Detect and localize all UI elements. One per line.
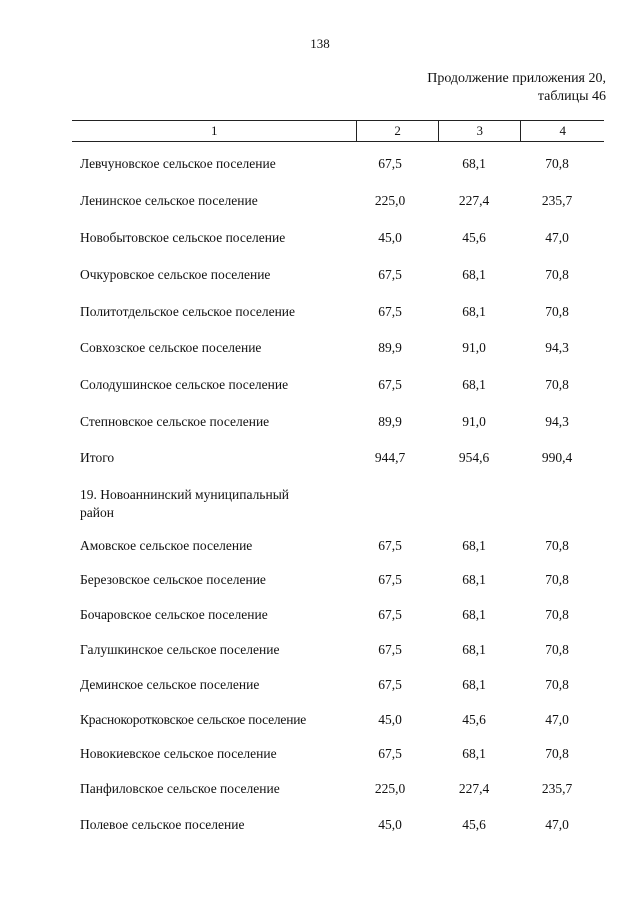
row-value-col4: 94,3 — [545, 340, 569, 355]
header-col-4: 4 — [559, 123, 566, 138]
row-value-col2: 944,7 — [374, 450, 406, 465]
row-value-col3: 68,1 — [462, 377, 486, 392]
row-value-col4: 47,0 — [545, 817, 569, 832]
row-name: Галушкинское сельское поселение — [80, 642, 280, 657]
row-name: Левчуновское сельское поселение — [80, 156, 276, 171]
row-name: Итого — [80, 450, 115, 465]
row-name: Деминское сельское поселение — [80, 677, 260, 692]
row-value-col2: 67,5 — [378, 377, 402, 392]
row-value-col2: 67,5 — [378, 746, 402, 761]
row-value-col3: 227,4 — [458, 781, 490, 796]
row-value-col4: 70,8 — [545, 572, 569, 587]
row-value-col3: 954,6 — [458, 450, 490, 465]
row-value-col3: 227,4 — [458, 193, 490, 208]
row-value-col4: 235,7 — [541, 193, 573, 208]
row-value-col4: 70,8 — [545, 156, 569, 171]
header-col-3: 3 — [439, 121, 522, 141]
row-name: Политотдельское сельское поселение — [80, 304, 296, 319]
row-value-col4: 70,8 — [545, 304, 569, 319]
row-value-col4: 47,0 — [545, 230, 569, 245]
row-value-col2: 67,5 — [378, 607, 402, 622]
row-value-col3: 68,1 — [462, 538, 486, 553]
row-value-col2: 45,0 — [378, 712, 402, 727]
row-name: Совхозское сельское поселение — [80, 340, 262, 355]
row-value-col3: 68,1 — [462, 572, 486, 587]
row-value-col2: 89,9 — [378, 340, 402, 355]
row-name: Новобытовское сельское поселение — [80, 230, 286, 245]
section-heading — [80, 486, 360, 522]
header-col-1: 1 — [72, 121, 357, 141]
row-value-col4: 235,7 — [541, 781, 573, 796]
row-value-col3: 91,0 — [462, 340, 486, 355]
row-value-col2: 67,5 — [378, 572, 402, 587]
row-name: Бочаровское сельское поселение — [80, 607, 268, 622]
row-value-col4: 990,4 — [541, 450, 573, 465]
row-name: Новокиевское сельское поселение — [80, 746, 277, 761]
row-value-col2: 67,5 — [378, 538, 402, 553]
page-number: 138 — [310, 36, 330, 51]
row-value-col3: 68,1 — [462, 156, 486, 171]
caption-line-2: таблицы 46 — [537, 89, 606, 104]
row-value-col2: 45,0 — [378, 230, 402, 245]
row-value-col3: 68,1 — [462, 642, 486, 657]
row-value-col4: 70,8 — [545, 267, 569, 282]
table-caption — [427, 70, 606, 106]
row-value-col2: 67,5 — [378, 642, 402, 657]
row-value-col3: 68,1 — [462, 677, 486, 692]
row-name: Ленинское сельское поселение — [80, 193, 258, 208]
row-value-col2: 225,0 — [374, 193, 406, 208]
row-value-col2: 67,5 — [378, 156, 402, 171]
row-value-col3: 68,1 — [462, 746, 486, 761]
row-value-col3: 91,0 — [462, 414, 486, 429]
section-heading-line-2: район — [80, 505, 114, 520]
row-value-col2: 67,5 — [378, 304, 402, 319]
row-name: Полевое сельское поселение — [80, 817, 245, 832]
row-value-col4: 94,3 — [545, 414, 569, 429]
row-value-col3: 45,6 — [462, 712, 486, 727]
row-name: Степновское сельское поселение — [80, 414, 270, 429]
row-value-col4: 47,0 — [545, 712, 569, 727]
caption-line-1: Продолжение приложения 20, — [427, 71, 606, 86]
row-name: Панфиловское сельское поселение — [80, 781, 280, 796]
section-heading-line-1: 19. Новоаннинский муниципальный — [80, 487, 289, 502]
row-value-col2: 67,5 — [378, 677, 402, 692]
row-value-col4: 70,8 — [545, 746, 569, 761]
row-name: Краснокоротковское сельское поселение — [80, 712, 307, 727]
row-value-col2: 89,9 — [378, 414, 402, 429]
row-value-col2: 225,0 — [374, 781, 406, 796]
row-value-col3: 68,1 — [462, 267, 486, 282]
row-value-col3: 68,1 — [462, 304, 486, 319]
row-name: Очкуровское сельское поселение — [80, 267, 271, 282]
row-value-col3: 45,6 — [462, 230, 486, 245]
row-value-col2: 67,5 — [378, 267, 402, 282]
row-value-col4: 70,8 — [545, 377, 569, 392]
row-value-col3: 45,6 — [462, 817, 486, 832]
header-col-2: 2 — [357, 121, 439, 141]
row-value-col2: 45,0 — [378, 817, 402, 832]
row-name: Солодушинское сельское поселение — [80, 377, 289, 392]
row-value-col4: 70,8 — [545, 642, 569, 657]
row-name: Березовское сельское поселение — [80, 572, 266, 587]
table-header — [72, 120, 604, 142]
row-value-col4: 70,8 — [545, 538, 569, 553]
row-name: Амовское сельское поселение — [80, 538, 253, 553]
row-value-col4: 70,8 — [545, 607, 569, 622]
row-value-col3: 68,1 — [462, 607, 486, 622]
row-value-col4: 70,8 — [545, 677, 569, 692]
